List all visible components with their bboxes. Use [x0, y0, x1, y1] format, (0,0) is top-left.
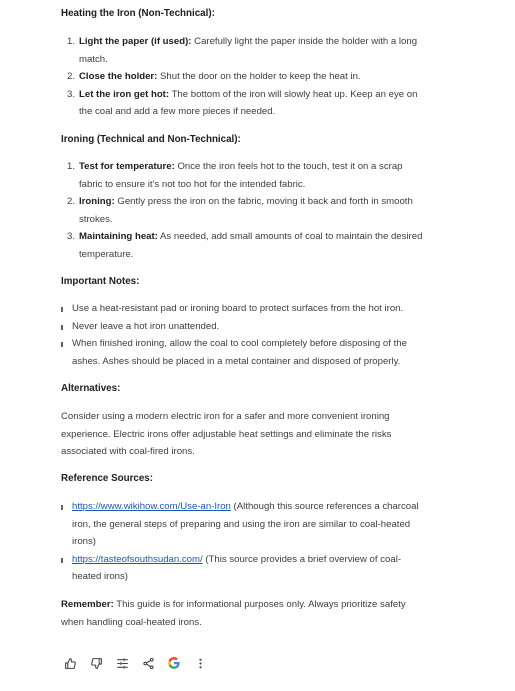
more-options-icon[interactable] [191, 654, 209, 672]
heating-heading: Heating the Iron (Non-Technical): [61, 8, 215, 19]
list-item: 1. Light the paper (if used): Carefully light the paper inside the holder with a long match. [67, 36, 418, 65]
list-item: 3. Maintaining heat: As needed, add small amounts of coal to maintain the desired temperature. [67, 231, 423, 260]
bullet-icon [61, 342, 63, 347]
bullet-icon [61, 558, 63, 563]
list-item: When finished ironing, allow the coal to cool completely before disposing of the ashes. Ashes should be placed in a metal container and disposed of properly. [61, 335, 481, 370]
list-item: Use a heat-resistant pad or ironing board to protect surfaces from the hot iron. [61, 300, 481, 318]
bullet-icon [61, 505, 63, 510]
ironing-heading: Ironing (Technical and Non-Technical): [61, 134, 241, 145]
alternatives-paragraph: Consider using a modern electric iron for a safer and more convenient ironing experience. Electric irons offer adjustable heat settings and eliminate the risks associated with coal-fired irons. [61, 411, 392, 458]
modify-response-icon[interactable] [113, 654, 131, 672]
heating-steps-list [61, 33, 481, 121]
google-icon[interactable] [165, 654, 183, 672]
response-actions-toolbar [61, 654, 217, 672]
list-item: Never leave a hot iron unattended. [61, 318, 481, 336]
thumbs-up-icon[interactable] [61, 654, 79, 672]
list-item: https://tasteofsouthsudan.com/ (This source provides a brief overview of coal- heated irons) [61, 551, 481, 586]
references-list [61, 498, 481, 586]
notes-list [61, 300, 481, 370]
bullet-icon [61, 307, 63, 312]
notes-heading: Important Notes: [61, 276, 140, 287]
list-item: https://www.wikihow.com/Use-an-Iron (Although this source references a charcoal iron, the general steps of preparing and using the iron are similar to coal-heated irons) [61, 498, 481, 551]
share-icon[interactable] [139, 654, 157, 672]
list-item: 2. Ironing: Gently press the iron on the fabric, moving it back and forth in smooth strokes. [67, 196, 413, 225]
list-item: 1. Test for temperature: Once the iron feels hot to the touch, test it on a scrap fabric to ensure it's not too hot for the intended fabric. [67, 161, 403, 190]
ironing-steps-list [61, 158, 481, 264]
thumbs-down-icon[interactable] [87, 654, 105, 672]
alternatives-heading: Alternatives: [61, 383, 121, 394]
heating-section [61, 5, 475, 23]
list-item: 2. Close the holder: Shut the door on the holder to keep the heat in. [67, 71, 361, 83]
remember-label: Remember: [61, 599, 114, 610]
bullet-icon [61, 325, 63, 330]
references-heading: Reference Sources: [61, 473, 154, 484]
reference-link-wikihow[interactable]: https://www.wikihow.com/Use-an-Iron [72, 501, 231, 512]
reference-link-tasteofsouthsudan[interactable]: https://tasteofsouthsudan.com/ [72, 553, 203, 565]
list-item: 3. Let the iron get hot: The bottom of the iron will slowly heat up. Keep an eye on the coal and add a few more pieces if needed. [67, 88, 418, 118]
remember-paragraph: Remember: This guide is for informational purposes only. Always prioritize safety when handling coal-heated irons. [61, 599, 406, 628]
